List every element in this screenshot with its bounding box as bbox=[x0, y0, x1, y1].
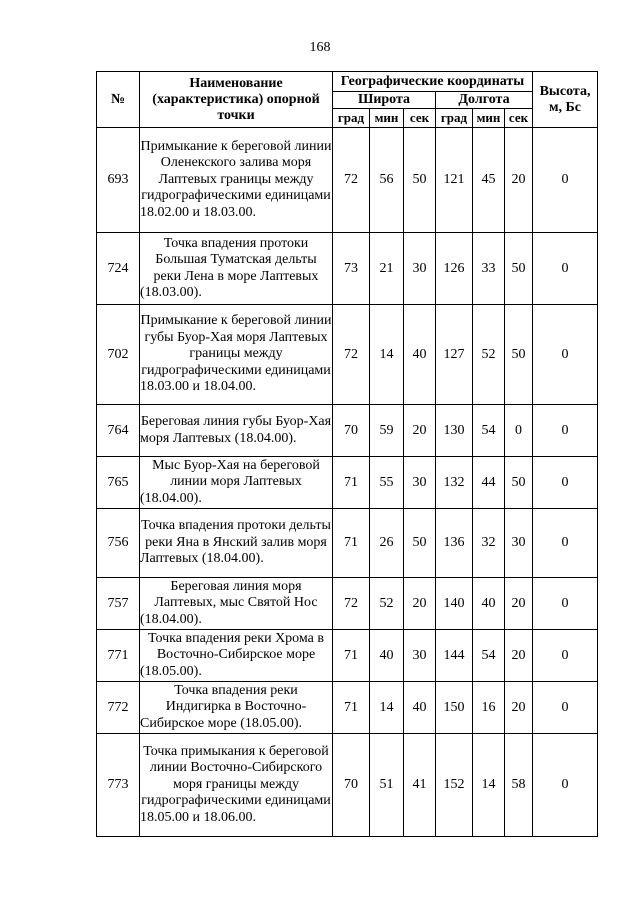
table-row bbox=[97, 457, 598, 509]
lat-deg: 71 bbox=[333, 509, 370, 578]
lon-deg: 127 bbox=[436, 305, 473, 405]
height-value: 0 bbox=[533, 630, 598, 682]
table-body bbox=[97, 128, 598, 837]
height-value: 0 bbox=[533, 233, 598, 305]
lat-sec: 40 bbox=[404, 305, 436, 405]
point-name: Точка впадения протоки Большая Туматская дельты реки Лена в море Лаптевых (18.03.00). bbox=[140, 233, 333, 305]
lat-min: 26 bbox=[370, 509, 404, 578]
lon-sec: 20 bbox=[505, 578, 533, 630]
lat-deg: 71 bbox=[333, 457, 370, 509]
point-name: Примыкание к береговой линии губы Буор-Хая моря Лаптевых границы между гидрографическими единицами 18.03.00 и 18.04.00. bbox=[140, 305, 333, 405]
point-name: Точка впадения реки Хрома в Восточно-Сибирское море (18.05.00). bbox=[140, 630, 333, 682]
lon-min: 33 bbox=[473, 233, 505, 305]
point-name: Мыс Буор-Хая на береговой линии моря Лаптевых (18.04.00). bbox=[140, 457, 333, 509]
lat-deg: 73 bbox=[333, 233, 370, 305]
lon-min: 32 bbox=[473, 509, 505, 578]
header-lat-sec: сек bbox=[404, 109, 436, 128]
lon-min: 14 bbox=[473, 734, 505, 837]
lon-deg: 140 bbox=[436, 578, 473, 630]
lat-min: 51 bbox=[370, 734, 404, 837]
lat-min: 55 bbox=[370, 457, 404, 509]
lon-min: 45 bbox=[473, 128, 505, 233]
lon-sec: 0 bbox=[505, 405, 533, 457]
header-lon: Долгота bbox=[436, 92, 533, 109]
lat-deg: 71 bbox=[333, 630, 370, 682]
row-number: 724 bbox=[97, 233, 140, 305]
lon-deg: 130 bbox=[436, 405, 473, 457]
lon-min: 40 bbox=[473, 578, 505, 630]
header-height: Высота, м, Бс bbox=[533, 72, 598, 128]
point-name: Береговая линия моря Лаптевых, мыс Святой Нос (18.04.00). bbox=[140, 578, 333, 630]
lat-min: 52 bbox=[370, 578, 404, 630]
lat-sec: 20 bbox=[404, 405, 436, 457]
lon-sec: 58 bbox=[505, 734, 533, 837]
header-lat-deg: град bbox=[333, 109, 370, 128]
table-row bbox=[97, 682, 598, 734]
row-number: 764 bbox=[97, 405, 140, 457]
table-row bbox=[97, 405, 598, 457]
header-name: Наименование (характеристика) опорной точки bbox=[140, 72, 333, 128]
lon-deg: 144 bbox=[436, 630, 473, 682]
lat-deg: 71 bbox=[333, 682, 370, 734]
table-row bbox=[97, 128, 598, 233]
lon-min: 16 bbox=[473, 682, 505, 734]
point-name: Точка впадения реки Индигирка в Восточно-Сибирское море (18.05.00). bbox=[140, 682, 333, 734]
lat-sec: 30 bbox=[404, 630, 436, 682]
lat-deg: 72 bbox=[333, 128, 370, 233]
lon-sec: 20 bbox=[505, 682, 533, 734]
lat-min: 40 bbox=[370, 630, 404, 682]
table-row bbox=[97, 630, 598, 682]
row-number: 756 bbox=[97, 509, 140, 578]
lon-sec: 50 bbox=[505, 305, 533, 405]
header-lon-min: мин bbox=[473, 109, 505, 128]
table-row bbox=[97, 233, 598, 305]
row-number: 702 bbox=[97, 305, 140, 405]
header-lon-deg: град bbox=[436, 109, 473, 128]
lon-min: 54 bbox=[473, 630, 505, 682]
lon-min: 44 bbox=[473, 457, 505, 509]
coordinates-table bbox=[96, 71, 598, 837]
lon-sec: 20 bbox=[505, 630, 533, 682]
lon-sec: 50 bbox=[505, 457, 533, 509]
table-row bbox=[97, 734, 598, 837]
lon-deg: 126 bbox=[436, 233, 473, 305]
lat-min: 14 bbox=[370, 682, 404, 734]
lon-sec: 30 bbox=[505, 509, 533, 578]
row-number: 772 bbox=[97, 682, 140, 734]
page-number: 168 bbox=[309, 40, 331, 55]
height-value: 0 bbox=[533, 509, 598, 578]
lat-deg: 70 bbox=[333, 734, 370, 837]
height-value: 0 bbox=[533, 405, 598, 457]
lat-deg: 70 bbox=[333, 405, 370, 457]
header-lat-min: мин bbox=[370, 109, 404, 128]
header-lat: Широта bbox=[333, 92, 436, 109]
lat-sec: 50 bbox=[404, 509, 436, 578]
height-value: 0 bbox=[533, 682, 598, 734]
table-row bbox=[97, 578, 598, 630]
row-number: 773 bbox=[97, 734, 140, 837]
lon-deg: 152 bbox=[436, 734, 473, 837]
lat-min: 21 bbox=[370, 233, 404, 305]
height-value: 0 bbox=[533, 305, 598, 405]
lat-sec: 20 bbox=[404, 578, 436, 630]
point-name: Точка впадения протоки дельты реки Яна в Янский залив моря Лаптевых (18.04.00). bbox=[140, 509, 333, 578]
point-name: Точка примыкания к береговой линии Восточно-Сибирского моря границы между гидрографическими единицами 18.05.00 и 18.06.00. bbox=[140, 734, 333, 837]
row-number: 757 bbox=[97, 578, 140, 630]
header-num: № bbox=[97, 72, 140, 128]
row-number: 693 bbox=[97, 128, 140, 233]
header-lon-sec: сек bbox=[505, 109, 533, 128]
lon-deg: 121 bbox=[436, 128, 473, 233]
lon-sec: 50 bbox=[505, 233, 533, 305]
point-name: Береговая линия губы Буор-Хая моря Лаптевых (18.04.00). bbox=[140, 405, 333, 457]
height-value: 0 bbox=[533, 734, 598, 837]
lat-sec: 50 bbox=[404, 128, 436, 233]
lon-deg: 136 bbox=[436, 509, 473, 578]
lat-sec: 30 bbox=[404, 233, 436, 305]
table-row bbox=[97, 509, 598, 578]
height-value: 0 bbox=[533, 578, 598, 630]
lat-min: 59 bbox=[370, 405, 404, 457]
lon-min: 54 bbox=[473, 405, 505, 457]
lat-sec: 41 bbox=[404, 734, 436, 837]
lat-sec: 30 bbox=[404, 457, 436, 509]
lat-deg: 72 bbox=[333, 578, 370, 630]
lon-sec: 20 bbox=[505, 128, 533, 233]
lon-deg: 132 bbox=[436, 457, 473, 509]
point-name: Примыкание к береговой линии Оленекского залива моря Лаптевых границы между гидрографическими единицами 18.02.00 и 18.03.00. bbox=[140, 128, 333, 233]
lat-sec: 40 bbox=[404, 682, 436, 734]
lat-min: 56 bbox=[370, 128, 404, 233]
lon-deg: 150 bbox=[436, 682, 473, 734]
lon-min: 52 bbox=[473, 305, 505, 405]
height-value: 0 bbox=[533, 457, 598, 509]
lat-deg: 72 bbox=[333, 305, 370, 405]
row-number: 765 bbox=[97, 457, 140, 509]
table-row bbox=[97, 305, 598, 405]
row-number: 771 bbox=[97, 630, 140, 682]
lat-min: 14 bbox=[370, 305, 404, 405]
header-coords: Географические координаты bbox=[333, 72, 533, 92]
height-value: 0 bbox=[533, 128, 598, 233]
